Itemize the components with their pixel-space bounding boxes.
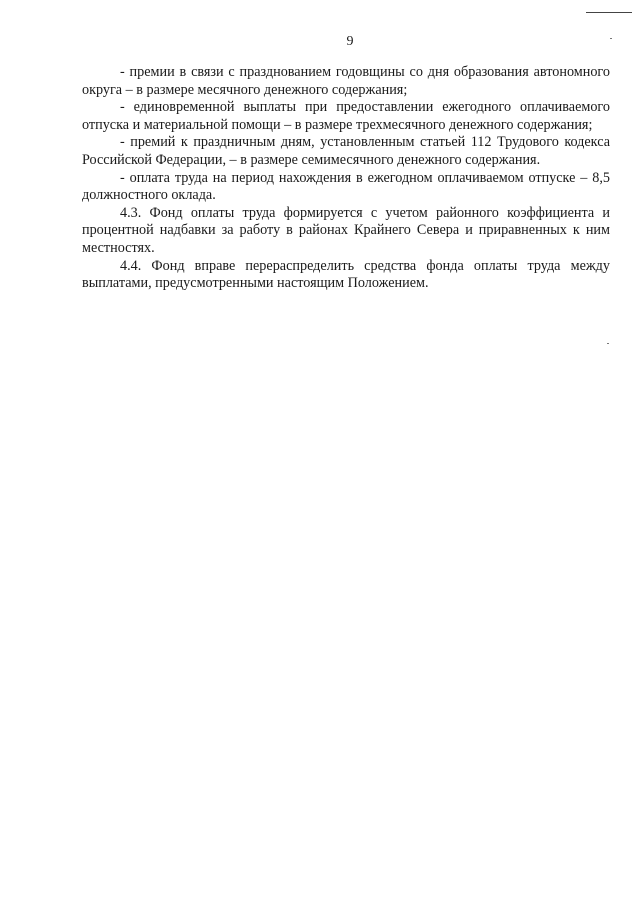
paragraph-vacation-pay: - оплата труда на период нахождения в ежегодном оплачиваемом отпуске – 8,5 должностного оклада.: [82, 169, 610, 204]
paragraph-section-4-4: 4.4. Фонд вправе перераспределить средства фонда оплаты труда между выплатами, предусмотренными настоящим Положением.: [82, 257, 610, 292]
paragraph-holiday-bonus: - премий к праздничным дням, установленным статьей 112 Трудового кодекса Российской Федерации, – в размере семимесячного денежного содержания.: [82, 134, 610, 168]
scan-mark-line: [586, 12, 632, 13]
paragraph-vacation-payment: - единовременной выплаты при предоставлении ежегодного оплачиваемого отпуска и материальной помощи – в размере трехмесячного денежного содержания;: [82, 99, 610, 133]
paragraph-anniversary-bonus: - премии в связи с празднованием годовщины со дня образования автономного округа – в размере месячного денежного содержания;: [82, 64, 610, 98]
paragraph-section-4-3: 4.3. Фонд оплаты труда формируется с учетом районного коэффициента и процентной надбавки за работу в районах Крайнего Севера и приравненных к ним местностях.: [82, 204, 610, 256]
document-body: [82, 64, 610, 293]
scan-speck: [607, 343, 609, 344]
page-number: 9: [346, 34, 354, 49]
